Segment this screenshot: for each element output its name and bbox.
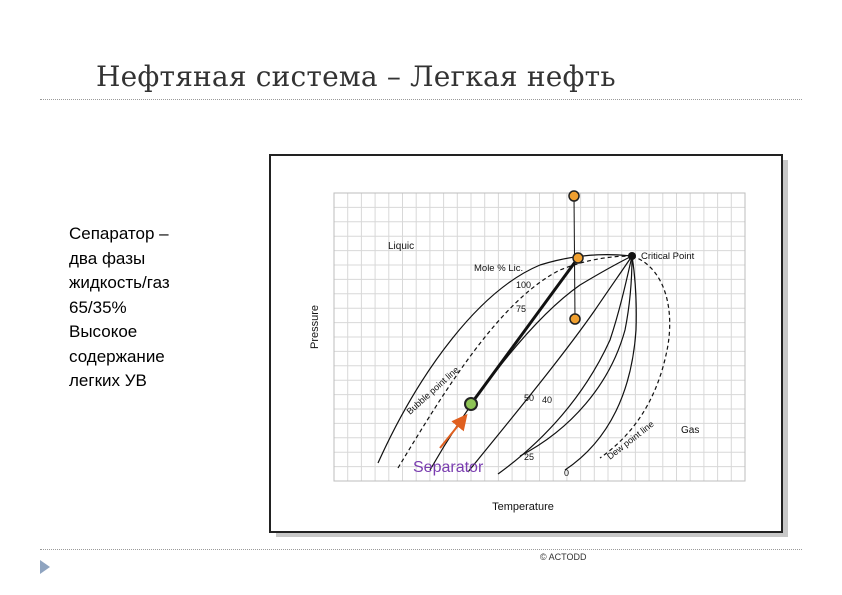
- marker-top: [569, 191, 579, 201]
- critical-point-label: Critical Point: [641, 251, 695, 262]
- liquid-region-label: Liquic: [388, 241, 415, 252]
- quality-label-0: 0: [564, 468, 570, 478]
- critical-point-dot: [628, 252, 636, 260]
- dew-point-label: Dew point line: [605, 418, 656, 462]
- side-line: жидкость/газ: [69, 273, 170, 292]
- gas-region-label: Gas: [681, 425, 700, 436]
- quality-label-50: 50: [524, 393, 535, 403]
- slide-title: Нефтяная система – Легкая нефть: [96, 60, 616, 93]
- marker-low: [570, 314, 580, 324]
- quality-label-100: 100: [516, 280, 532, 290]
- bubble-point-label: Bubble point line: [404, 364, 461, 417]
- side-line: Сепаратор –: [69, 224, 169, 243]
- side-line: 65/35%: [69, 297, 127, 317]
- x-axis-label: Temperature: [492, 501, 554, 513]
- separator-label: Separator: [413, 459, 484, 476]
- nav-triangle-icon: [40, 560, 50, 574]
- side-line: легких УВ: [69, 371, 147, 390]
- marker-mid: [573, 253, 583, 263]
- side-line: Высокое: [69, 322, 138, 341]
- y-axis-label: Pressure: [309, 304, 321, 350]
- quality-label-75: 75: [516, 304, 527, 314]
- side-line: два фазы: [69, 248, 146, 268]
- copyright-text: © ACTODD: [540, 552, 587, 562]
- side-line: содержание: [69, 346, 165, 366]
- quality-label-25: 25: [524, 452, 535, 462]
- grid: [334, 193, 745, 481]
- quality-label-40: 40: [542, 395, 553, 405]
- mole-percent-label: Mole % Lic.: [474, 263, 524, 274]
- separator-marker: [465, 398, 477, 410]
